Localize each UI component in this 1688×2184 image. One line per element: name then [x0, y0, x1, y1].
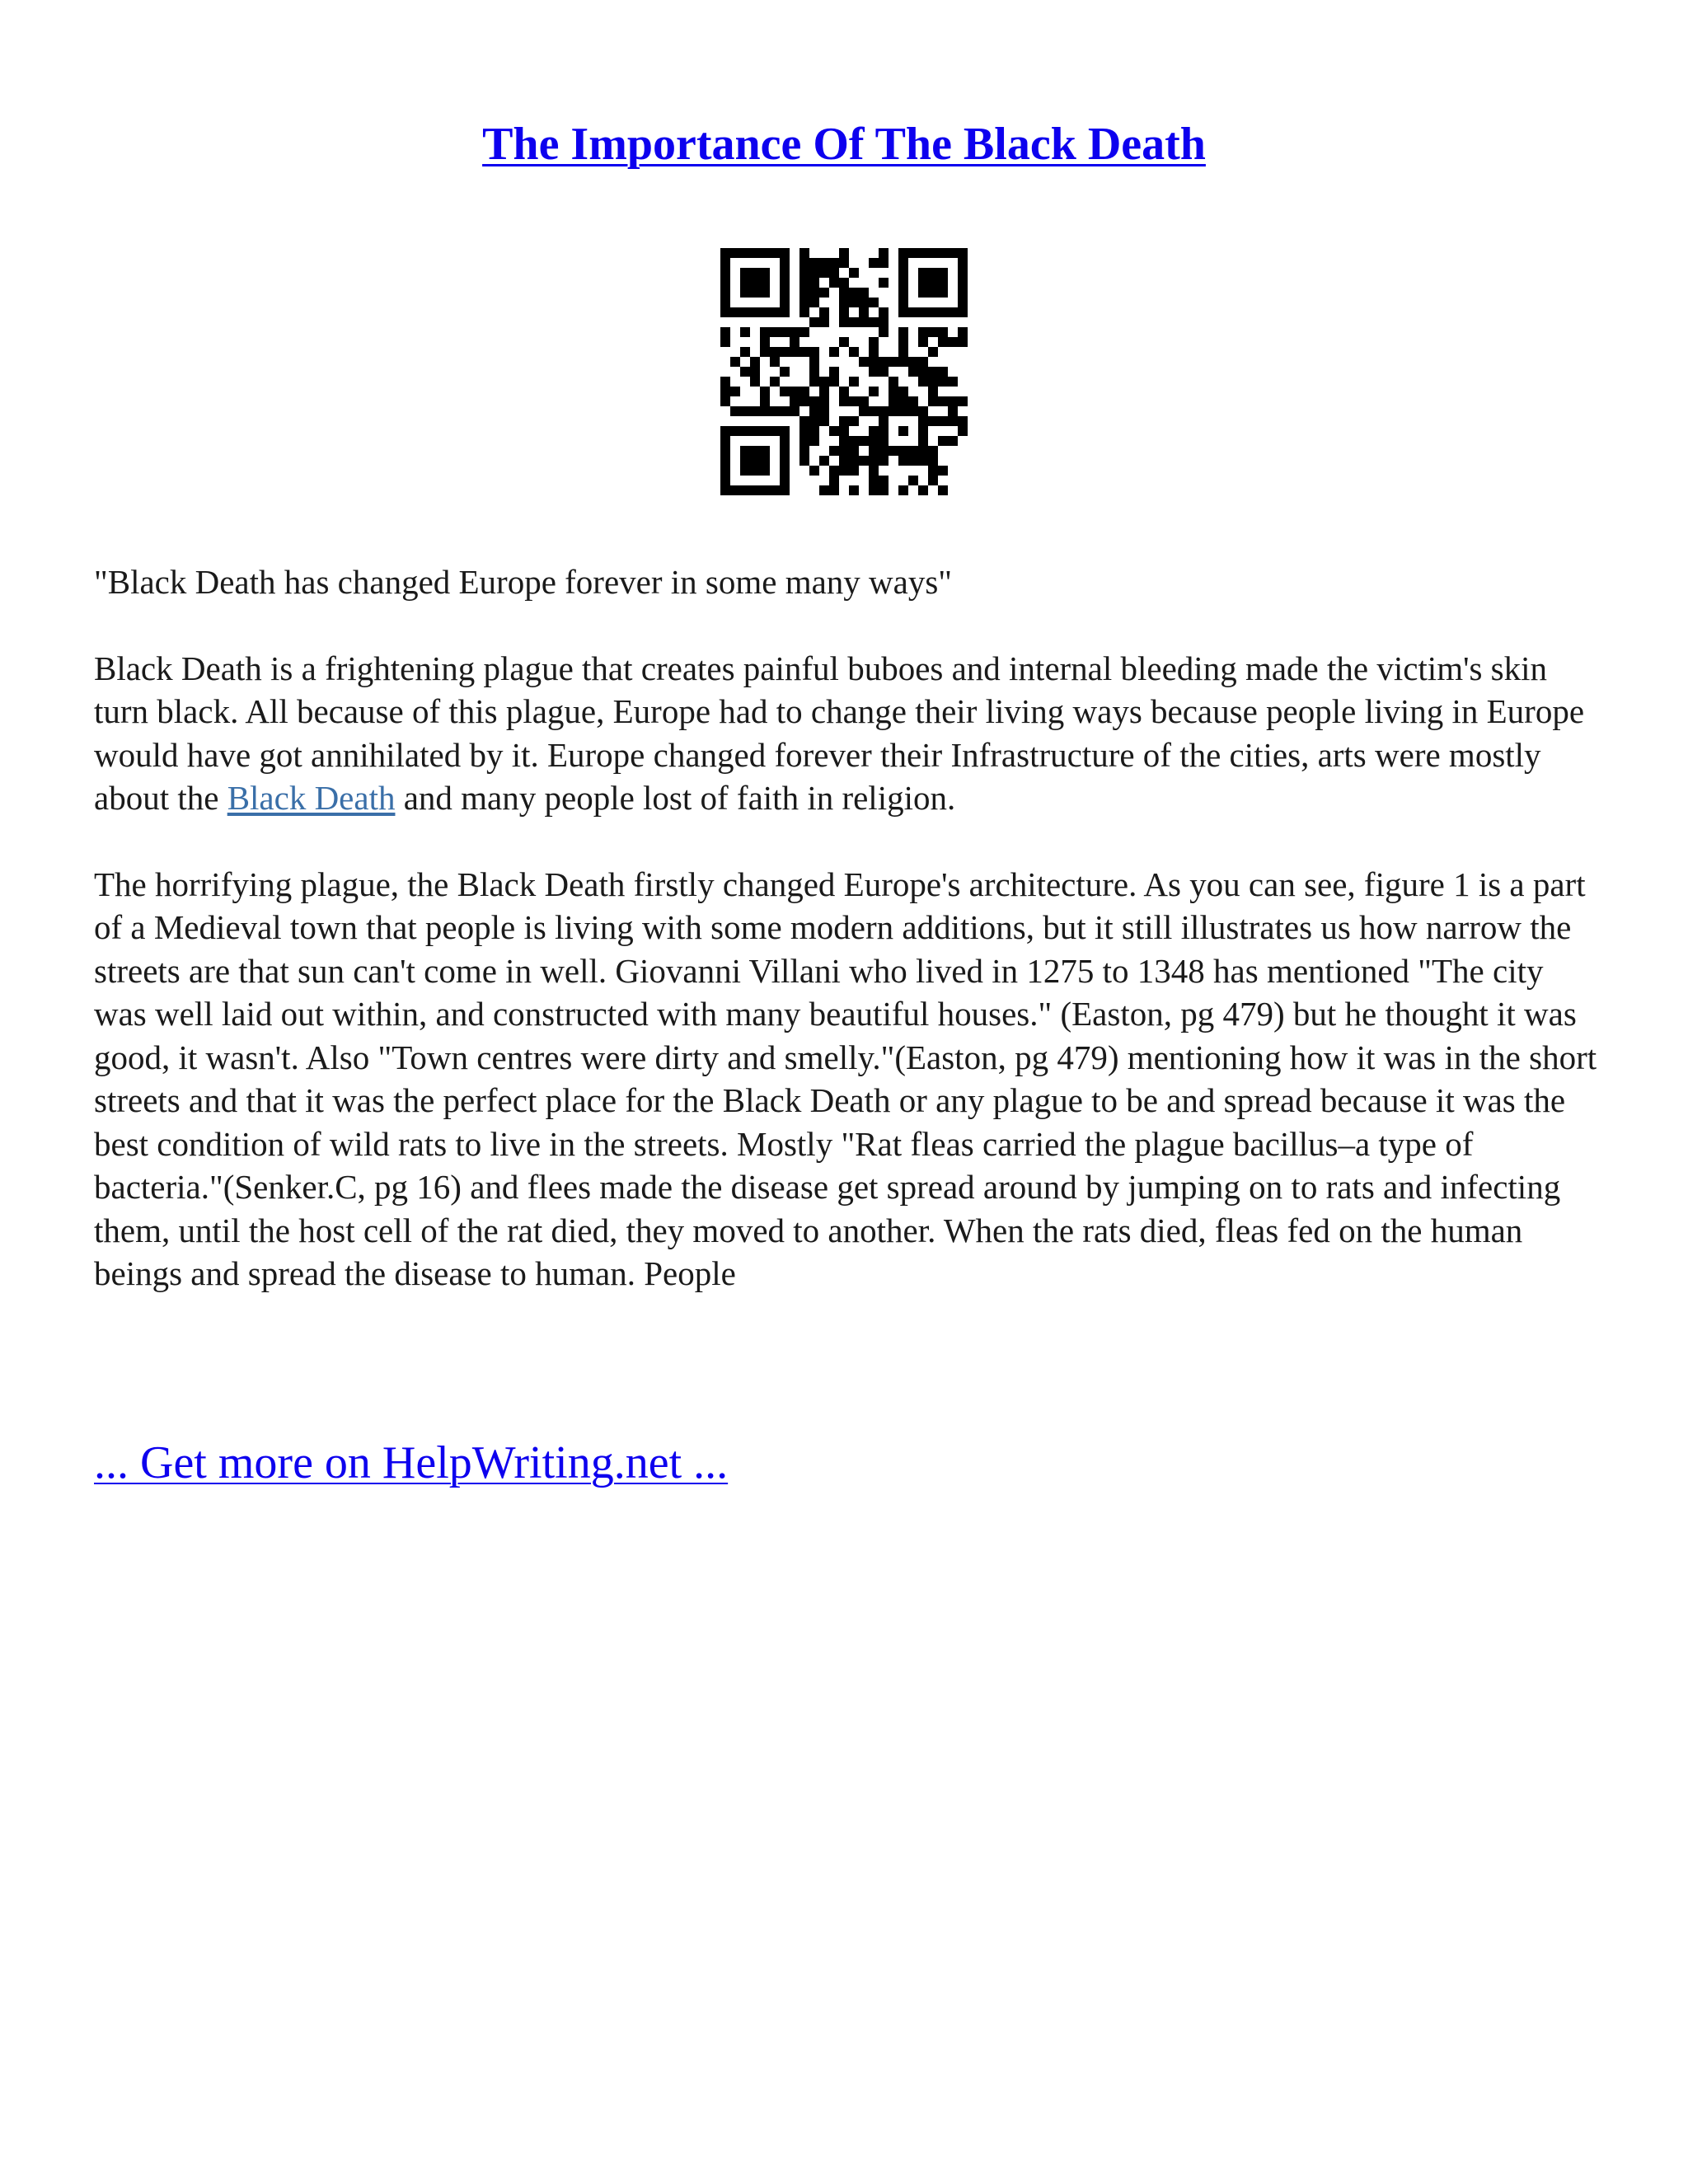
qr-code-icon — [720, 248, 968, 495]
page-title — [0, 115, 1688, 173]
document-body — [94, 560, 1602, 1338]
black-death-link[interactable]: Black Death — [227, 779, 396, 817]
get-more-link[interactable]: ... Get more on HelpWriting.net ... — [94, 1437, 729, 1488]
opening-quote: "Black Death has changed Europe forever in some many ways" — [94, 563, 953, 601]
paragraph-intro-text-end: and many people lost of faith in religion. — [395, 779, 956, 817]
paragraph-intro — [94, 647, 1602, 820]
more-link-container — [94, 1434, 728, 1492]
qr-code-graphic — [720, 248, 968, 495]
paragraph-architecture: The horrifying plague, the Black Death firstly changed Europe's architecture. As you can see, figure 1 is a part of a Medieval town that people is living with some modern additions, but it still illustrates us how narrow the streets are that sun can't come in well. Giovanni Villani who lived in 1275 to 1348 has mentioned "The city was well laid out within, and constructed with many beautiful houses." (Easton, pg 479) but he thought it was good, it wasn't. Also "Town centres were dirty and smelly."(Easton, pg 479) mentioning how it was in the short streets and that it was the perfect place for the Black Death or any plague to be and spread because it was the best condition of wild rats to live in the streets. Mostly "Rat fleas carried the plague bacillus–a type of bacteria."(Senker.C, pg 16) and flees made the disease get spread around by jumping on to rats and infecting them, until the host cell of the rat died, they moved to another. When the rats died, fleas fed on the human beings and spread the disease to human. People — [94, 865, 1597, 1292]
title-link[interactable]: The Importance Of The Black Death — [482, 119, 1206, 170]
paragraph-intro-text: Black Death is a frightening plague that creates painful buboes and internal bleeding made the victim's skin turn black. All because of this plague, Europe had to change their living ways because people living in Europe would have got annihilated by it. Europe changed forever their Infrastructure of the cities, arts were mostly about the — [94, 649, 1585, 817]
